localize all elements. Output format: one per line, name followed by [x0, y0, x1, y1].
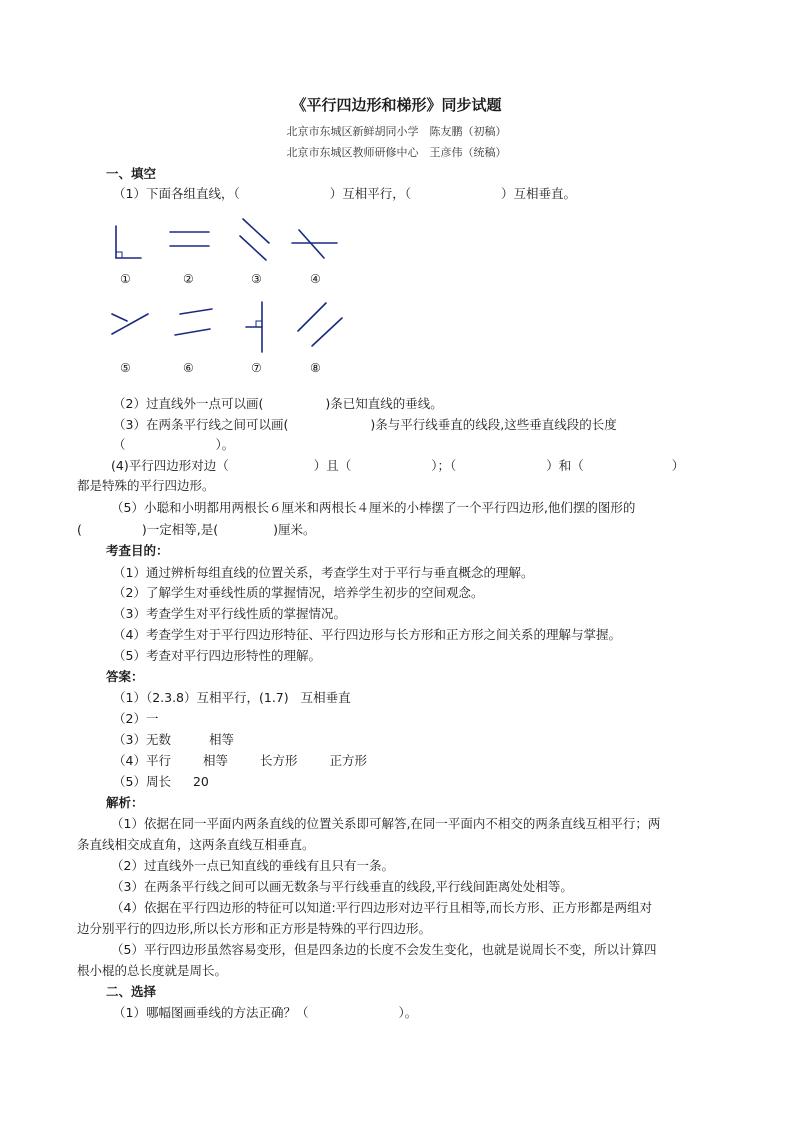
figure-4: [292, 230, 337, 258]
q4-text-b: ）且（: [313, 458, 352, 473]
q4-text-e: ）: [671, 458, 685, 473]
analysis-line-6: 边分别平行的四边形,所以长方形和正方形是特殊的平行四边形。: [77, 921, 431, 936]
analysis-line-2: 条直线相交成直角，这两条直线互相垂直。: [77, 837, 315, 852]
analysis-line-5: （4）依据在平行四边形的特征可以知道:平行四边形对边平行且相等,而长方形、正方形都是两组对: [111, 900, 653, 915]
figure-label-2: ②: [183, 272, 194, 286]
s2q1-text-a: （1）哪幅图画垂线的方法正确？（: [113, 1005, 309, 1020]
question-1-4: [111, 458, 684, 474]
analysis-heading: 解析：: [106, 795, 144, 810]
question-1-5: （5）小聪和小明都用两根长６厘米和两根长４厘米的小棒摆了一个平行四边形,他们摆的图形的: [111, 500, 636, 515]
analysis-line-7: （5）平行四边形虽然容易变形，但是四条边的长度不会发生变化，也就是说周长不变，所以计算四: [111, 942, 657, 957]
q1-text-b: ）互相平行，（: [329, 186, 411, 201]
figure-label-3: ③: [251, 272, 262, 286]
q1-text-c: ）互相垂直。: [500, 186, 576, 201]
answer-4-part-1: （4）平行: [113, 753, 171, 768]
answer-3: [113, 732, 234, 748]
answer-4-part-4: 正方形: [329, 753, 367, 768]
q5-text-c: )一定相等,是(: [141, 522, 219, 537]
analysis-line-8: 根小棍的总长度就是周长。: [77, 963, 228, 978]
answer-4: [113, 753, 367, 769]
figure-label-6: ⑥: [183, 361, 194, 375]
analysis-line-1: （1）依据在同一平面内两条直线的位置关系即可解答,在同一平面内不相交的两条直线互相平行；两: [111, 816, 661, 831]
q3-text-d: ）。: [215, 437, 235, 452]
section2-heading: 二、选择: [106, 984, 157, 999]
page-title: 《平行四边形和梯形》同步试题: [291, 96, 502, 114]
answer-1: [113, 690, 351, 706]
objective-2: （2）了解学生对垂线性质的掌握情况，培养学生初步的空间观念。: [113, 585, 484, 600]
question-2-1: [113, 1005, 417, 1021]
figure-label-7: ⑦: [251, 361, 262, 375]
author-line-2: 北京市东城区教师研修中心 王彦伟（统稿）: [286, 146, 507, 159]
line-figures: [0, 0, 793, 400]
figure-3: [240, 219, 269, 260]
question-1-3: [113, 417, 617, 433]
question-1-5-cont: [77, 522, 316, 538]
q1-text-a: （1）下面各组直线，（: [113, 186, 240, 201]
figure-label-5: ⑤: [120, 361, 131, 375]
figure-2: [170, 232, 209, 246]
answer-4-part-3: 长方形: [259, 753, 298, 768]
figure-label-8: ⑧: [310, 361, 321, 375]
q4-text-d: ）和（: [546, 458, 584, 473]
figure-6: [175, 309, 212, 335]
question-1-4-cont: 都是特殊的平行四边形。: [77, 478, 215, 493]
answer-1-part-2: 互相垂直: [300, 690, 351, 705]
answer-5: [113, 774, 209, 790]
question-1-2: [113, 396, 443, 412]
objective-1: （1）通过辨析每组直线的位置关系，考查学生对于平行与垂直概念的理解。: [113, 565, 534, 580]
q3-text-c: （: [113, 437, 126, 452]
objective-4: （4）考查学生对于平行四边形特征、平行四边形与长方形和正方形之间关系的理解与掌握。: [113, 627, 621, 642]
objectives-heading: 考查目的：: [106, 543, 169, 558]
answer-5-part-1: （5）周长: [113, 774, 171, 789]
q3-text-b: )条与平行线垂直的线段,这些垂直线段的长度: [370, 417, 617, 432]
q4-text-a: (4)平行四边形对边（: [111, 458, 229, 473]
analysis-line-3: （2）过直线外一点已知直线的垂线有且只有一条。: [111, 858, 394, 873]
figure-5: [112, 314, 148, 334]
answer-4-part-2: 相等: [202, 753, 228, 768]
figure-8: [298, 303, 342, 346]
q4-text-c: ）；（: [431, 458, 457, 473]
q2-text-b: )条已知直线的垂线。: [325, 396, 443, 411]
figure-7: [246, 302, 262, 352]
s2q1-text-b: ）。: [398, 1005, 418, 1020]
answer-5-part-2: 20: [192, 774, 209, 789]
q2-text-a: （2）过直线外一点可以画(: [113, 396, 264, 411]
q3-text-a: （3）在两条平行线之间可以画(: [113, 417, 289, 432]
answer-1-part-1: （1）（2.3.8）互相平行，(1.7): [113, 690, 289, 705]
question-1-3-cont: [113, 437, 234, 453]
section1-heading: 一、填空: [106, 166, 157, 181]
objective-5: （5）考查对平行四边形特性的理解。: [113, 648, 321, 663]
author-line-1: 北京市东城区新鲜胡同小学 陈友鹏（初稿）: [286, 125, 507, 138]
figure-label-1: ①: [120, 272, 131, 286]
analysis-line-4: （3）在两条平行线之间可以画无数条与平行线垂直的线段,平行线间距离处处相等。: [111, 879, 573, 894]
answer-3-part-2: 相等: [208, 732, 234, 747]
answers-heading: 答案：: [106, 669, 144, 684]
q5-text-d: )厘米。: [273, 522, 316, 537]
figure-label-4: ④: [310, 272, 321, 286]
figure-1: [116, 226, 141, 258]
q5-text-b: (: [77, 522, 82, 537]
objective-3: （3）考查学生对平行线性质的掌握情况。: [113, 606, 346, 621]
answer-2: （2）一: [113, 711, 159, 726]
answer-3-part-1: （3）无数: [113, 732, 171, 747]
